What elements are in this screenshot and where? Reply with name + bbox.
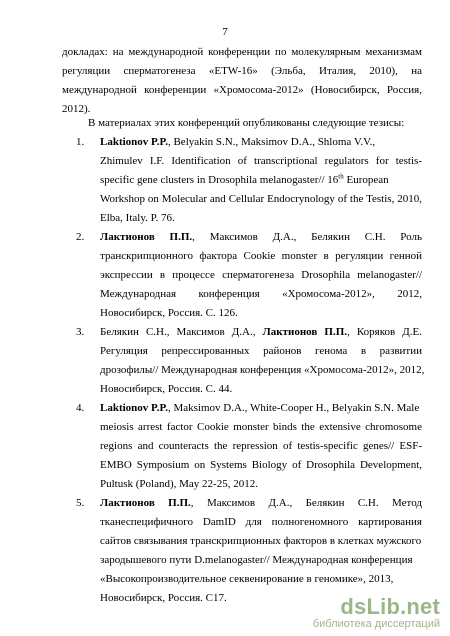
lead-line: В материалах этих конференций опубликованы следующие тезисы: (88, 117, 405, 129)
reference-line: Новосибирск, Россия. С17. (100, 592, 227, 604)
intro-line: докладах: на международной конференции по молекулярным механизмам (62, 46, 422, 58)
reference-number: 2. (76, 231, 85, 243)
reference-superscript: th (338, 172, 344, 181)
reference-line: тканеспецифичного DamID для полногеномного картирования (100, 516, 422, 528)
reference-line (100, 228, 422, 247)
reference-item (62, 399, 422, 494)
reference-line: Pultusk (Poland), May 22-25, 2012. (100, 478, 258, 490)
reference-line: транскрипционного фактора Cookie monster в регуляции генной (100, 250, 422, 262)
reference-author-highlight: Laktionov P.P. (100, 402, 168, 414)
intro-line: международной конференции «Хромосома-2012» (Новосибирск, Россия, (62, 84, 422, 96)
reference-number: 4. (76, 402, 85, 414)
dslib-watermark (313, 594, 440, 630)
reference-line: Zhimulev I.F. Identification of transcriptional regulators for testis- (100, 155, 422, 167)
reference-line (100, 171, 422, 190)
reference-number: 5. (76, 497, 85, 509)
reference-line: Workshop on Molecular and Cellular Endocrynology of the Testis, 2010, (100, 193, 422, 205)
reference-line (100, 494, 422, 513)
lead-paragraph (62, 114, 422, 133)
reference-list (62, 133, 425, 608)
reference-line: Новосибирск, Россия. С. 126. (100, 307, 238, 319)
reference-author-highlight: Лактионов П.П. (262, 326, 348, 338)
reference-item (62, 228, 422, 323)
reference-author-highlight: Laktionov P.P. (100, 136, 168, 148)
reference-item (62, 323, 425, 399)
reference-line: Международная конференция «Хромосома-2012», 2012, (100, 288, 422, 300)
reference-line: meiosis arrest factor Cookie monster binds the extensive chromosome (100, 421, 422, 433)
reference-text: , Maksimov D.A., White-Cooper H., Belyakin S.N. Male (167, 402, 420, 414)
reference-author-highlight: Лактионов П.П. (100, 231, 193, 243)
reference-author-highlight: Лактионов П.П. (100, 497, 191, 509)
reference-number: 3. (76, 326, 85, 338)
reference-line: regions and counteracts the repression of testis-specific genes// ESF- (100, 440, 422, 452)
reference-line (100, 133, 422, 152)
reference-line: дрозофилы// Международная конференция «Хромосома-2012», 2012, (100, 364, 425, 376)
reference-line: «Высокопроизводительное секвенирование в геномике», 2013, (100, 573, 394, 585)
intro-paragraph (62, 43, 422, 119)
reference-line (100, 323, 422, 342)
reference-line (100, 399, 422, 418)
reference-number: 1. (76, 136, 85, 148)
reference-line: Elba, Italy. P. 76. (100, 212, 175, 224)
reference-line: Регуляция репрессированных районов генома в развитии (100, 345, 422, 357)
page-number: 7 (222, 26, 228, 38)
reference-text: , Коряков Д.Е. (347, 326, 422, 338)
reference-line: сайтов связывания транскрипционных факторов в клетках мужского (100, 535, 422, 547)
reference-line: зародышевого пути D.melanogaster// Международная конференция (100, 554, 413, 566)
reference-line: EMBO Symposium on Systems Biology of Drosophila Development, (100, 459, 422, 471)
reference-text: Белякин С.Н., Максимов Д.А., (100, 326, 263, 338)
intro-line: регуляции сперматогенеза «ETW-16» (Эльба, Италия, 2010), на (62, 65, 422, 77)
dslib-subtitle: библиотека диссертаций (312, 618, 440, 630)
reference-text: , Belyakin S.N., Maksimov D.A., Shloma V.V., (167, 136, 376, 148)
reference-line: экспрессии в процессе сперматогенеза Drosophila melanogaster// (100, 269, 422, 281)
reference-line: Новосибирск, Россия. С. 44. (100, 383, 233, 395)
reference-text: European (343, 174, 389, 186)
dslib-logo: dsLib.net (340, 594, 440, 619)
intro-line: 2012). (62, 103, 91, 115)
reference-item (62, 133, 422, 228)
reference-text: , Максимов Д.А., Белякин С.Н. Роль (192, 231, 422, 243)
reference-text: , Максимов Д.А., Белякин С.Н. Метод (190, 497, 422, 509)
reference-text: specific gene clusters in Drosophila melanogaster// 16 (100, 174, 339, 186)
reference-item (62, 494, 422, 608)
